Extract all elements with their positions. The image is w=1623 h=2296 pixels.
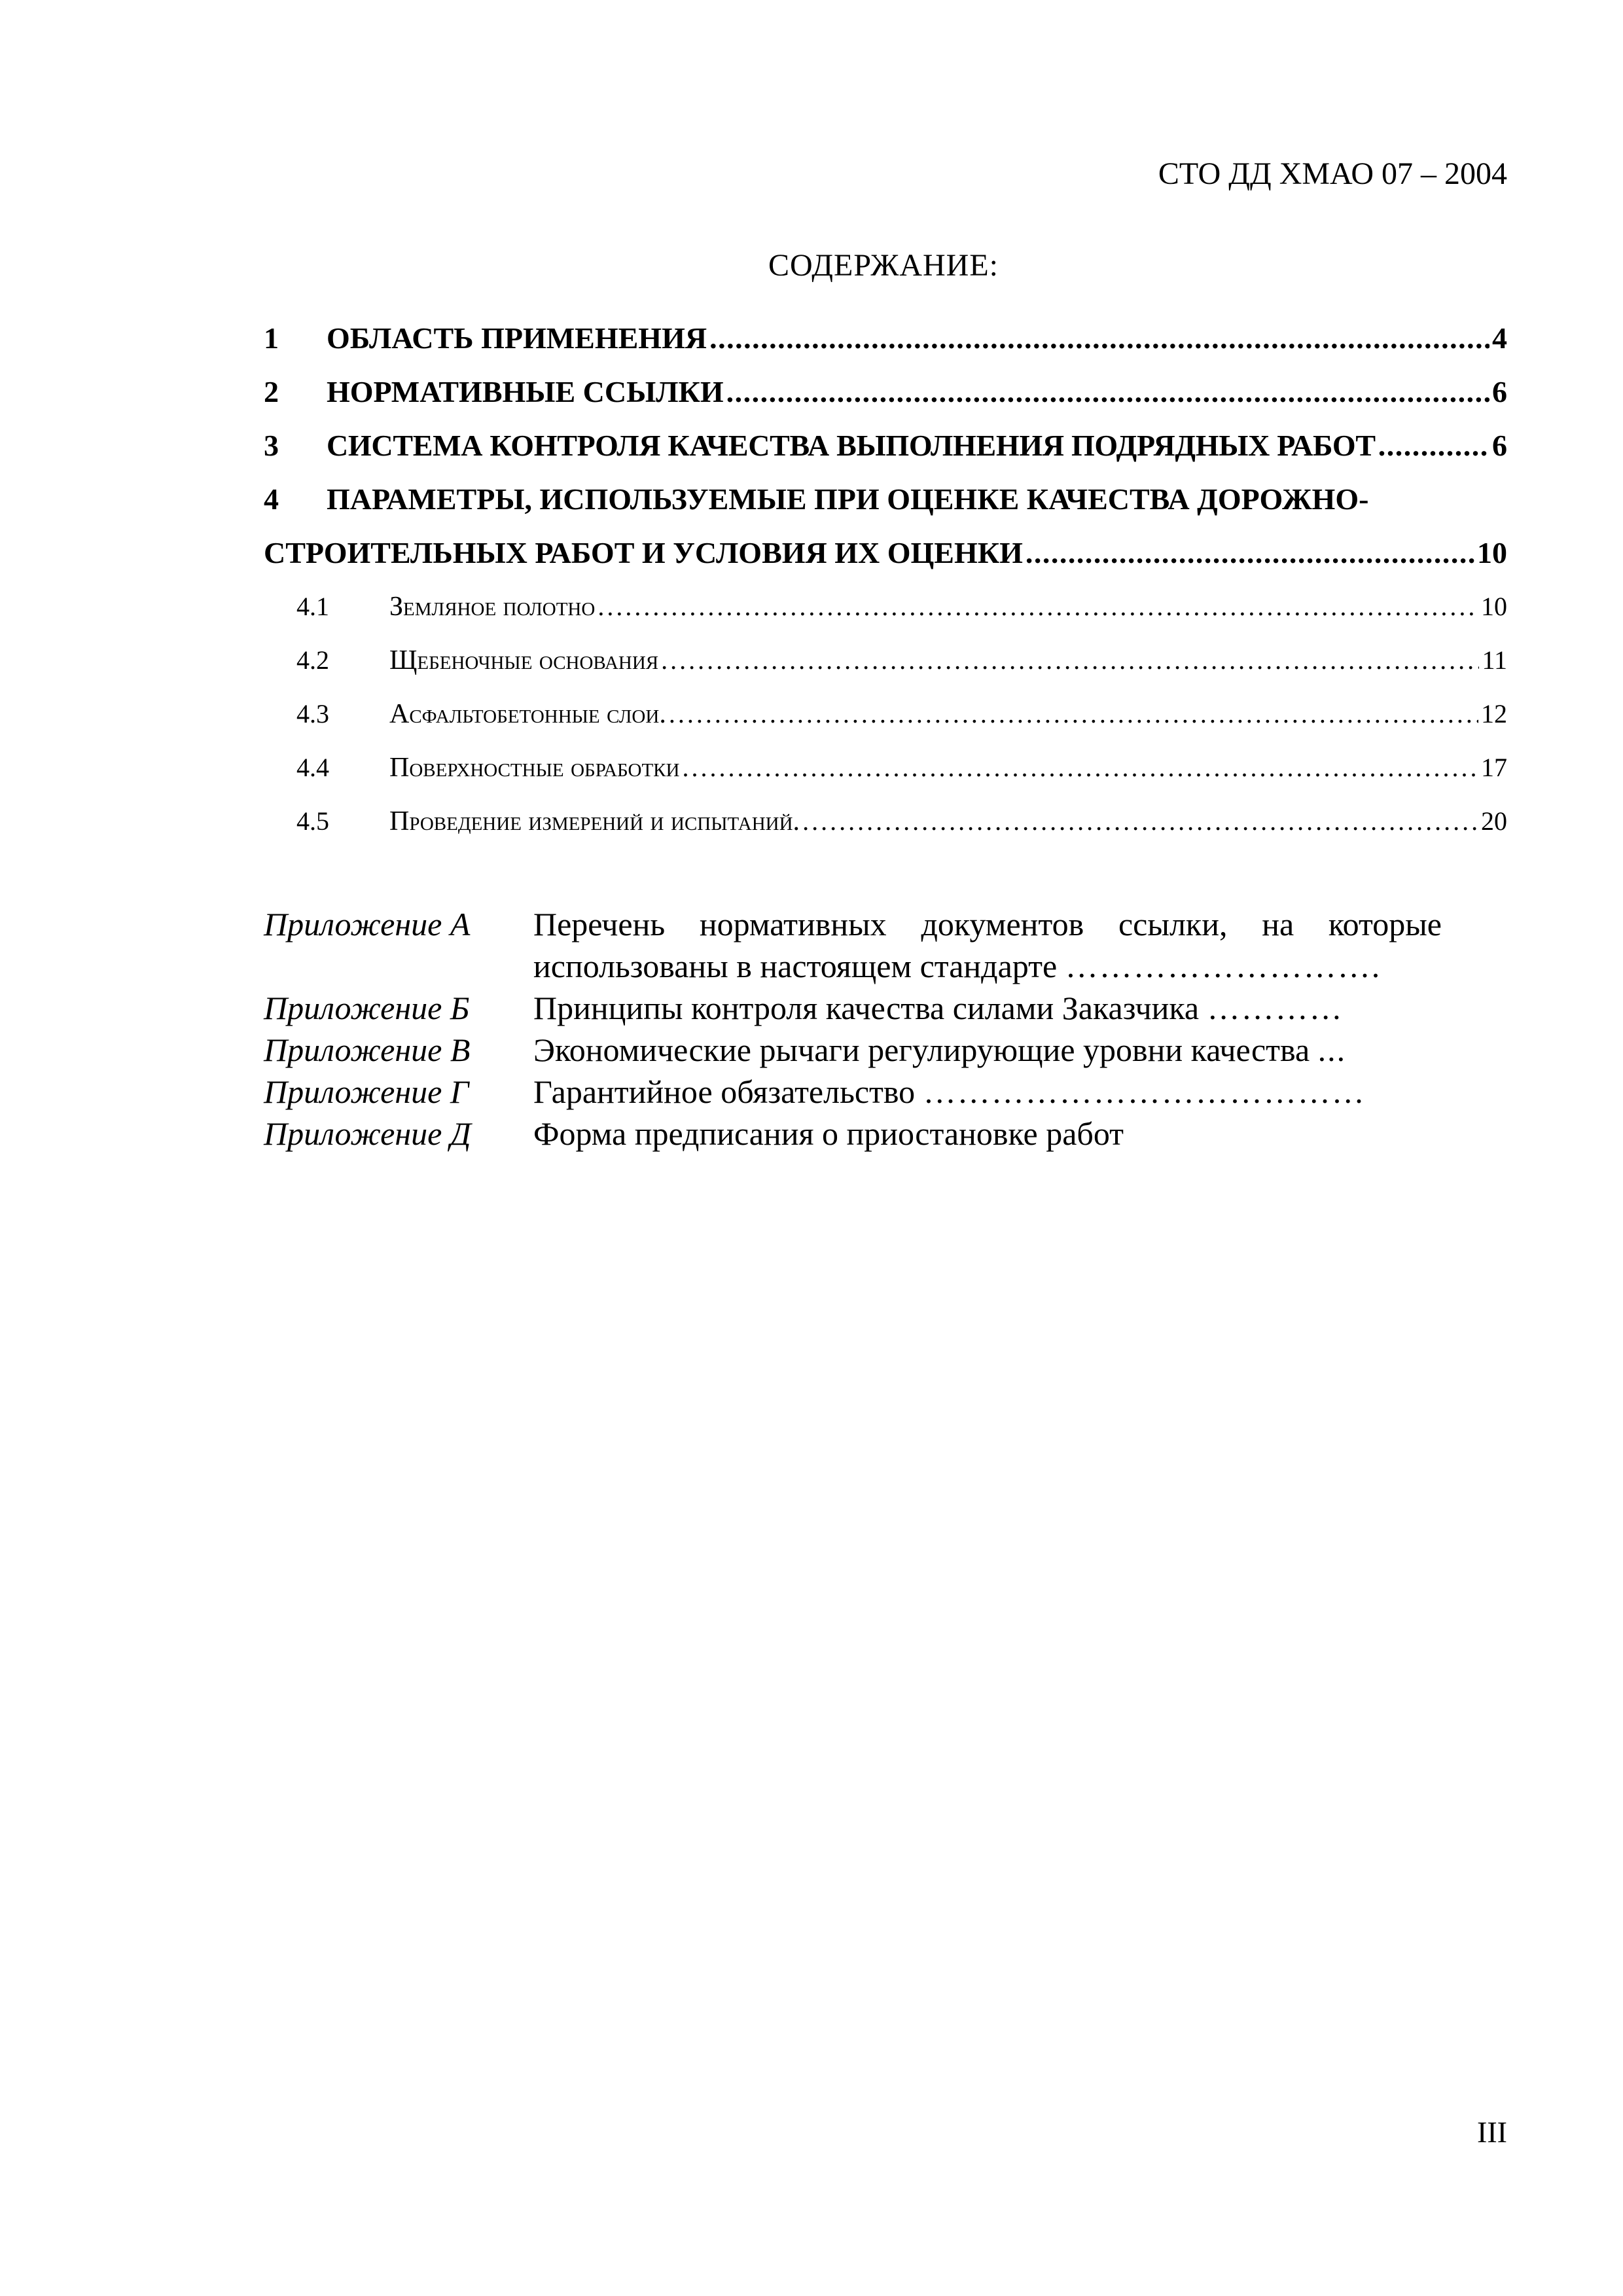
dot-leader bbox=[1378, 419, 1489, 473]
toc-entry-number: 4 bbox=[264, 482, 279, 516]
toc-entry-title-line1: ПАРАМЕТРЫ, ИСПОЛЬЗУЕМЫЕ ПРИ ОЦЕНКЕ КАЧЕСТВА ДОРОЖНО- bbox=[327, 482, 1369, 516]
dot-leader bbox=[726, 365, 1489, 419]
document-code: СТО ДД ХМАО 07 – 2004 bbox=[1158, 156, 1507, 191]
toc-entry[interactable] bbox=[264, 365, 1507, 419]
appendix-dots: ………………………………… bbox=[923, 1073, 1366, 1110]
toc-subentry-page: 17 bbox=[1481, 753, 1507, 782]
appendix-title: Перечень нормативных документов ссылки, на которые использованы в настоящем стандарте bbox=[533, 906, 1442, 984]
toc-entry[interactable] bbox=[264, 312, 1507, 365]
appendix-title: Гарантийное обязательство bbox=[533, 1073, 916, 1110]
toc-entry-page: 10 bbox=[1477, 536, 1507, 569]
toc-entry-number: 3 bbox=[264, 429, 279, 462]
appendix-text bbox=[533, 903, 1442, 987]
dot-leader bbox=[709, 312, 1489, 365]
toc-entry-number: 2 bbox=[264, 375, 279, 408]
toc-subentry-page: 11 bbox=[1482, 645, 1507, 675]
toc-title: СОДЕРЖАНИЕ: bbox=[768, 248, 999, 283]
appendix-title: Экономические рычаги регулирующие уровни качества bbox=[533, 1031, 1310, 1068]
toc-subentry-title: Поверхностные обработки bbox=[389, 753, 680, 783]
toc-entry-title: НОРМАТИВНЫЕ ССЫЛКИ bbox=[327, 375, 724, 408]
dot-leader bbox=[1026, 526, 1474, 580]
page-number: III bbox=[1477, 2115, 1507, 2149]
appendix-item[interactable] bbox=[264, 1113, 1442, 1155]
toc-subentry-page: 20 bbox=[1481, 806, 1507, 836]
toc-entry[interactable] bbox=[264, 419, 1507, 473]
toc-entry-title: ОБЛАСТЬ ПРИМЕНЕНИЯ bbox=[327, 321, 707, 355]
appendix-label: Приложение Б bbox=[264, 990, 470, 1026]
toc-subentry-title: Проведение измерений и испытаний. bbox=[389, 806, 800, 836]
appendix-item[interactable] bbox=[264, 1071, 1442, 1113]
toc-entry[interactable] bbox=[264, 473, 1507, 526]
appendix-title: Принципы контроля качества силами Заказчика bbox=[533, 990, 1200, 1026]
toc-subentry-page: 10 bbox=[1481, 592, 1507, 621]
appendix-list bbox=[264, 903, 1442, 1155]
toc-entry-page: 6 bbox=[1492, 375, 1507, 408]
appendix-dots: ... bbox=[1317, 1031, 1347, 1068]
appendix-label: Приложение Г bbox=[264, 1073, 469, 1110]
dot-leader bbox=[597, 580, 1478, 634]
toc-subentry-number: 4.2 bbox=[296, 645, 329, 675]
toc-entry-title: СИСТЕМА КОНТРОЛЯ КАЧЕСТВА ВЫПОЛНЕНИЯ ПОДРЯДНЫХ РАБОТ bbox=[327, 429, 1376, 462]
toc-subentry-title: Щебеночные основания bbox=[389, 645, 659, 675]
appendix-dots: ………………………. bbox=[1065, 948, 1382, 984]
toc-subentry-number: 4.5 bbox=[296, 806, 329, 836]
dot-leader bbox=[661, 634, 1479, 687]
appendix-label: Приложение Д bbox=[264, 1115, 471, 1152]
table-of-contents bbox=[264, 312, 1507, 848]
appendix-item[interactable] bbox=[264, 903, 1442, 987]
toc-subentry-number: 4.3 bbox=[296, 699, 329, 728]
appendix-dots: ………… bbox=[1207, 990, 1344, 1026]
appendix-title: Форма предписания о приостановке работ bbox=[533, 1115, 1124, 1152]
toc-entry-continuation[interactable] bbox=[264, 526, 1507, 580]
toc-subentry[interactable] bbox=[264, 687, 1507, 741]
toc-subentry[interactable] bbox=[264, 795, 1507, 848]
toc-subentry[interactable] bbox=[264, 634, 1507, 687]
appendix-item[interactable] bbox=[264, 1029, 1442, 1071]
appendix-text bbox=[533, 1113, 1442, 1155]
toc-subentry-number: 4.4 bbox=[296, 753, 329, 782]
appendix-text bbox=[533, 1071, 1442, 1113]
toc-subentry-title: Асфальтобетонные слои. bbox=[389, 699, 666, 729]
dot-leader bbox=[802, 795, 1478, 848]
appendix-label: Приложение В bbox=[264, 1031, 471, 1068]
dot-leader bbox=[669, 687, 1478, 741]
appendix-text bbox=[533, 987, 1442, 1029]
appendix-text bbox=[533, 1029, 1442, 1071]
toc-subentry[interactable] bbox=[264, 741, 1507, 795]
toc-subentry-page: 12 bbox=[1481, 699, 1507, 728]
toc-subentry-number: 4.1 bbox=[296, 592, 329, 621]
toc-entry-number: 1 bbox=[264, 321, 279, 355]
dot-leader bbox=[682, 741, 1478, 795]
toc-subentry-title: Земляное полотно bbox=[389, 592, 596, 622]
appendix-label: Приложение А bbox=[264, 906, 471, 942]
toc-subentry[interactable] bbox=[264, 580, 1507, 634]
toc-entry-title-line2: СТРОИТЕЛЬНЫХ РАБОТ И УСЛОВИЯ ИХ ОЦЕНКИ bbox=[264, 536, 1023, 569]
appendix-item[interactable] bbox=[264, 987, 1442, 1029]
toc-entry-page: 4 bbox=[1492, 321, 1507, 355]
toc-entry-page: 6 bbox=[1492, 429, 1507, 462]
